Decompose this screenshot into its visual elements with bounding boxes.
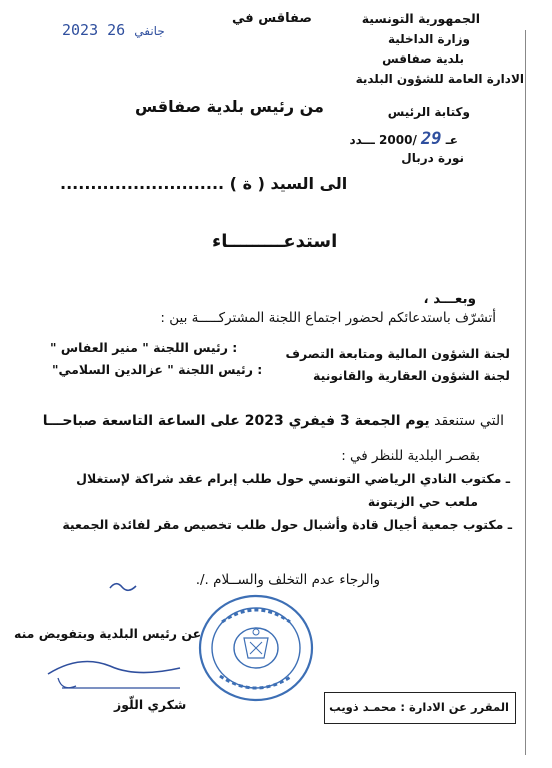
header-directorate: الادارة العامة للشؤون البلدية: [355, 72, 524, 86]
committee-1-head: : رئيس اللجنة " منير العفاس ": [50, 340, 238, 355]
from-line: من رئيس بلدية صفاقس: [135, 97, 324, 116]
date-month: جانفي: [134, 24, 165, 38]
closing-line: والرجاء عدم التخلف والســلام ./.: [195, 572, 380, 588]
document-title: استدعـــــــــاء: [212, 231, 338, 252]
place-label: صفاقس في: [232, 11, 312, 26]
ref-prefix: عـ: [445, 133, 458, 147]
greeting: وبعـــد ،: [423, 291, 476, 307]
date-year: 2023: [62, 21, 99, 39]
date-handwritten: [62, 22, 165, 39]
signature-icon: [40, 648, 190, 694]
header-ministry: وزارة الداخلية: [387, 32, 470, 46]
agenda-item-1-line1: ـ مكتوب النادي الرياضي التونسي حول طلب إبرام عقد شراكة لإستغلال: [76, 471, 510, 486]
rapporteur-box: [324, 692, 516, 724]
header-initials: نورة دربال: [401, 151, 464, 165]
committee-2-head: : رئيس اللجنة " عزالدين السلامي": [52, 362, 263, 377]
meeting-time: على الساعة التاسعة صباحـــا: [42, 413, 240, 429]
signer-name: شكري اللّوز: [114, 697, 187, 712]
agenda-item-2-line1: ـ مكتوب جمعية أجيال قادة وأشبال حول طلب تخصيص مقر لفائدة الجمعية: [62, 517, 512, 532]
municipal-stamp-icon: [196, 592, 316, 704]
ref-suffix: ـــدد: [349, 133, 375, 147]
signature-on-behalf: عن رئيس البلدية وبتفويض منه: [14, 626, 202, 641]
header-municipality: بلدية صفاقس: [382, 52, 464, 66]
intro-text: أتشرّف باستدعائكم لحضور اجتماع اللجنة المشتركـــــة بين :: [160, 310, 496, 326]
date-day: 26: [107, 21, 126, 39]
addressee-line: الى السيد ( ة ) ...........................: [60, 174, 348, 193]
handwritten-mark-icon: [108, 578, 138, 594]
reference-line: [349, 130, 458, 150]
rapporteur-text: المقرر عن الادارة : محمـد ذويب: [329, 700, 509, 714]
meeting-day: يوم الجمعة: [354, 413, 430, 429]
meeting-line: [43, 413, 504, 429]
committee-1-name: لجنة الشؤون المالية ومتابعة التصرف: [285, 346, 510, 361]
ref-handwritten: 29: [421, 129, 442, 149]
committee-2-name: لجنة الشؤون العقارية والقانونية: [313, 368, 510, 383]
header-office: وكتابة الرئيس: [387, 105, 470, 119]
agenda-intro: بقصـر البلدية للنظر في :: [341, 448, 480, 464]
agenda-item-1-line2: ملعب حي الزيتونة: [367, 494, 478, 509]
page-edge-line: [525, 30, 526, 755]
ref-number: 2000/: [379, 133, 417, 147]
meeting-prefix: التي ستنعقد: [429, 413, 504, 429]
meeting-date: 3 فيفري 2023: [239, 413, 355, 429]
header-republic: الجمهورية التونسية: [361, 11, 480, 26]
